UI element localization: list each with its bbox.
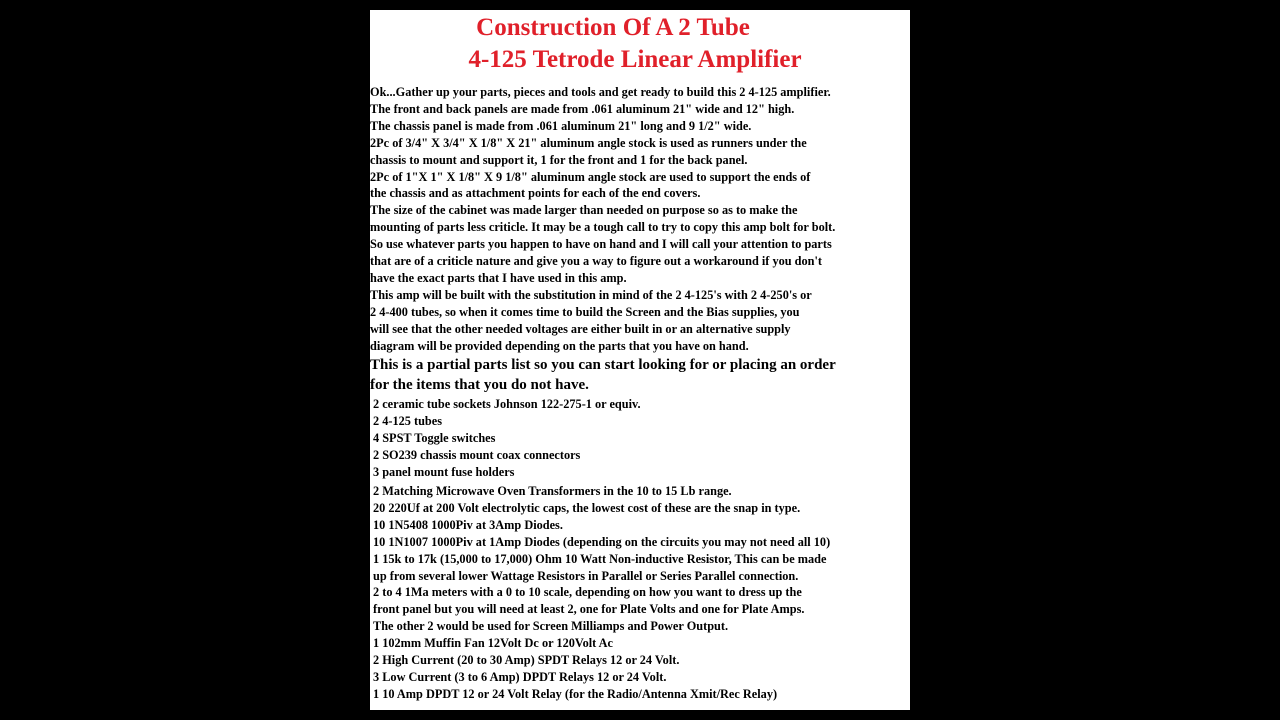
title-line-2: 4-125 Tetrode Linear Amplifier — [468, 46, 802, 73]
parts-list-item: 1 102mm Muffin Fan 12Volt Dc or 120Volt Ac — [373, 636, 614, 651]
title-line-1: Construction Of A 2 Tube — [476, 14, 750, 41]
intro-line: have the exact parts that I have used in this amp. — [370, 270, 627, 285]
intro-line: Ok...Gather up your parts, pieces and tools and get ready to build this 2 4-125 amplifier. — [370, 85, 831, 99]
parts-list-heading — [370, 356, 910, 395]
intro-line: The front and back panels are made from .061 aluminum 21" wide and 12" high. — [370, 101, 795, 116]
intro-line: This amp will be built with the substitution in mind of the 2 4-125's with 2 4-250's or — [370, 287, 812, 302]
intro-line: 2 4-400 tubes, so when it comes time to build the Screen and the Bias supplies, you — [370, 304, 800, 319]
parts-list-item: 1 10 Amp DPDT 12 or 24 Volt Relay (for the Radio/Antenna Xmit/Rec Relay) — [373, 686, 778, 701]
parts-list-item: The other 2 would be used for Screen Milliamps and Power Output. — [373, 619, 729, 634]
intro-line: The size of the cabinet was made larger than needed on purpose so as to make the — [370, 203, 798, 218]
parts-list-item: front panel but you will need at least 2, one for Plate Volts and one for Plate Amps. — [373, 602, 805, 617]
intro-line: 2Pc of 3/4" X 3/4" X 1/8" X 21" aluminum angle stock is used as runners under the — [370, 135, 807, 150]
parts-list-item: 2 to 4 1Ma meters with a 0 to 10 scale, depending on how you want to dress up the — [373, 585, 802, 600]
intro-line: the chassis and as attachment points for each of the end covers. — [370, 186, 701, 201]
intro-line: mounting of parts less criticle. It may be a tough call to try to copy this amp bolt for bolt. — [370, 220, 836, 235]
parts-list-item: 2 High Current (20 to 30 Amp) SPDT Relays 12 or 24 Volt. — [373, 653, 680, 668]
intro-line: chassis to mount and support it, 1 for the front and 1 for the back panel. — [370, 152, 748, 167]
intro-line: So use whatever parts you happen to have on hand and I will call your attention to parts — [370, 237, 832, 252]
parts-list-item: 3 Low Current (3 to 6 Amp) DPDT Relays 12 or 24 Volt. — [373, 669, 667, 684]
parts-list-item: 4 SPST Toggle switches — [373, 430, 496, 445]
heading-line: This is a partial parts list so you can start looking for or placing an order — [370, 357, 836, 373]
parts-list-item: up from several lower Wattage Resistors in Parallel or Series Parallel connection. — [373, 568, 799, 583]
parts-list-item: 2 Matching Microwave Oven Transformers in the 10 to 15 Lb range. — [373, 484, 732, 498]
intro-line: 2Pc of 1"X 1" X 1/8" X 9 1/8" aluminum angle stock are used to support the ends of — [370, 169, 811, 184]
parts-list-item: 3 panel mount fuse holders — [373, 464, 515, 479]
parts-list-item: 2 SO239 chassis mount coax connectors — [373, 447, 581, 462]
parts-list-item: 20 220Uf at 200 Volt electrolytic caps, the lowest cost of these are the snap in type. — [373, 500, 801, 515]
intro-paragraph — [370, 84, 910, 355]
parts-list-item: 10 1N5408 1000Piv at 3Amp Diodes. — [373, 517, 563, 532]
parts-list-item: 2 4-125 tubes — [373, 413, 443, 428]
intro-line: that are of a criticle nature and give you a way to figure out a workaround if you don't — [370, 254, 823, 269]
heading-line: for the items that you do not have. — [370, 376, 589, 393]
parts-list-group-1 — [373, 396, 641, 481]
parts-list-item: 10 1N1007 1000Piv at 1Amp Diodes (depending on the circuits you may not need all 10) — [373, 534, 831, 549]
intro-line: The chassis panel is made from .061 aluminum 21" long and 9 1/2" wide. — [370, 118, 752, 133]
parts-list-group-2 — [373, 483, 830, 703]
document-page — [370, 10, 910, 710]
parts-list-item: 1 15k to 17k (15,000 to 17,000) Ohm 10 Watt Non-inductive Resistor, This can be made — [373, 551, 827, 566]
intro-line: will see that the other needed voltages are either built in or an alternative supply — [370, 321, 791, 336]
parts-list-item: 2 ceramic tube sockets Johnson 122-275-1 or equiv. — [373, 397, 641, 411]
intro-line: diagram will be provided depending on the parts that you have on hand. — [370, 338, 749, 353]
